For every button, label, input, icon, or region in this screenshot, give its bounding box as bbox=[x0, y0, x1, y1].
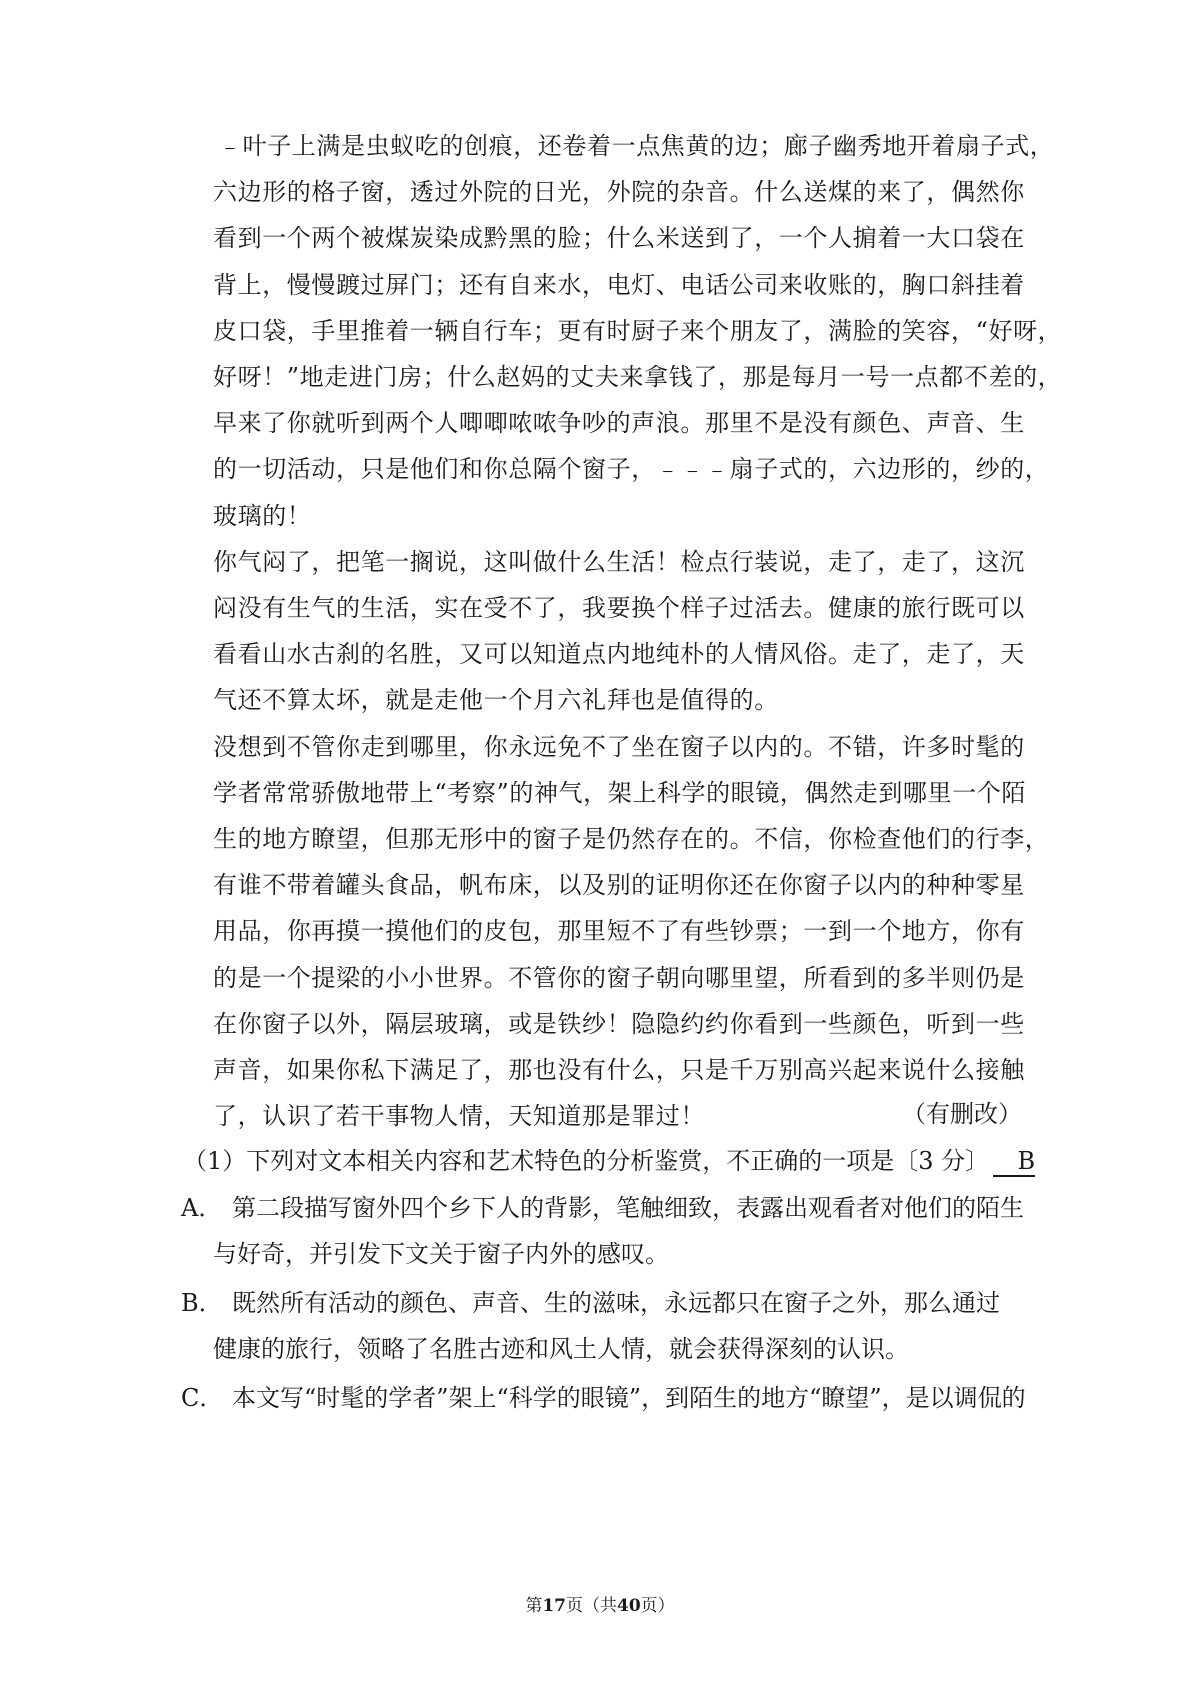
page-footer bbox=[0, 1594, 1200, 1618]
passage-line: 生的地方瞭望，但那无形中的窗子是仍然存在的。不信，你检查他们的行李， bbox=[213, 825, 1050, 853]
option-letter: A． bbox=[181, 1194, 223, 1222]
passage-line: 有谁不带着罐头食品，帆布床，以及别的证明你还在你窗子以内的种种零星 bbox=[213, 871, 1025, 899]
footer-total-pages: 40 bbox=[617, 1596, 641, 1616]
passage-line: 的是一个提梁的小小世界。不管你的窗子朝向哪里望，所看到的多半则仍是 bbox=[213, 964, 1025, 992]
option-letter: C． bbox=[181, 1384, 224, 1412]
option-line: 健康的旅行，领略了名胜古迹和风土人情，就会获得深刻的认识。 bbox=[213, 1335, 909, 1363]
passage-line: 的一切活动，只是他们和你总隔个窗子，﹣﹣﹣扇子式的，六边形的，纱的， bbox=[213, 455, 1050, 483]
passage-line: 皮口袋，手里推着一辆自行车；更有时厨子来个朋友了，满脸的笑容，“好呀， bbox=[213, 317, 1063, 345]
passage-line: 背上，慢慢踱过屏门；还有自来水，电灯、电话公司来收账的，胸口斜挂着 bbox=[213, 271, 1025, 299]
passage-line: 声音，如果你私下满足了，那也没有什么，只是千万别高兴起来说什么接触 bbox=[213, 1056, 1025, 1084]
source-credit: （有删改） bbox=[902, 1100, 1022, 1128]
question-stem bbox=[183, 1144, 1035, 1178]
option-line: 本文写“时髦的学者”架上“科学的眼镜”，到陌生的地方“瞭望”，是以调侃的 bbox=[232, 1384, 1026, 1412]
passage-line: 气还不算太坏，就是走他一个月六礼拜也是值得的。 bbox=[213, 686, 779, 714]
passage-line: 学者常常骄傲地带上“考察”的神气，架上科学的眼镜，偶然走到哪里一个陌 bbox=[213, 779, 1026, 807]
question-stem-text: （1）下列对文本相关内容和艺术特色的分析鉴赏，不正确的一项是〔3 分〕 bbox=[183, 1147, 990, 1175]
passage-line: 早来了你就听到两个人唧唧哝哝争吵的声浪。那里不是没有颜色、声音、生 bbox=[213, 409, 1025, 437]
passage-line: 六边形的格子窗，透过外院的日光，外院的杂音。什么送煤的来了，偶然你 bbox=[213, 178, 1025, 206]
answer-blank: B bbox=[993, 1147, 1035, 1177]
option-line: 第二段描写窗外四个乡下人的背影，笔触细致，表露出观看者对他们的陌生 bbox=[232, 1194, 1024, 1222]
passage-line: 好呀！”地走进门房；什么赵妈的丈夫来拿钱了，那是每月一号一点都不差的， bbox=[213, 363, 1063, 391]
passage-line: 看看山水古刹的名胜，又可以知道点内地纯朴的人情风俗。走了，走了，天 bbox=[213, 640, 1025, 668]
passage-line: 没想到不管你走到哪里，你永远免不了坐在窗子以内的。不错，许多时髦的 bbox=[213, 733, 1025, 761]
footer-page-number: 17 bbox=[542, 1596, 566, 1616]
passage-line: 闷没有生气的生活，实在受不了，我要换个样子过活去。健康的旅行既可以 bbox=[213, 594, 1025, 622]
option-line: 既然所有活动的颜色、声音、生的滋味，永远都只在窗子之外，那么通过 bbox=[232, 1289, 1000, 1317]
passage-line: 你气闷了，把笔一搁说，这叫做什么生活！检点行装说，走了，走了，这沉 bbox=[213, 548, 1025, 576]
passage-line: 看到一个两个被煤炭染成黔黑的脸；什么米送到了，一个人掮着一大口袋在 bbox=[213, 224, 1025, 252]
passage-line: 用品，你再摸一摸他们的皮包，那里短不了有些钞票；一到一个地方，你有 bbox=[213, 917, 1025, 945]
passage-line: 了，认识了若干事物人情，天知道那是罪过！ bbox=[213, 1102, 705, 1130]
footer-prefix: 第 bbox=[525, 1596, 543, 1616]
option-line: 与好奇，并引发下文关于窗子内外的感叹。 bbox=[213, 1240, 669, 1268]
passage-line: 玻璃的！ bbox=[213, 502, 312, 530]
footer-middle: 页（共 bbox=[566, 1596, 617, 1616]
footer-suffix: 页） bbox=[640, 1596, 675, 1616]
passage-line: 在你窗子以外，隔层玻璃，或是铁纱！隐隐约约你看到一些颜色，听到一些 bbox=[213, 1010, 1025, 1038]
passage-line: ﹣叶子上满是虫蚁吃的创痕，还卷着一点焦黄的边；廊子幽秀地开着扇子式， bbox=[218, 132, 1055, 160]
option-letter: B． bbox=[181, 1289, 223, 1317]
